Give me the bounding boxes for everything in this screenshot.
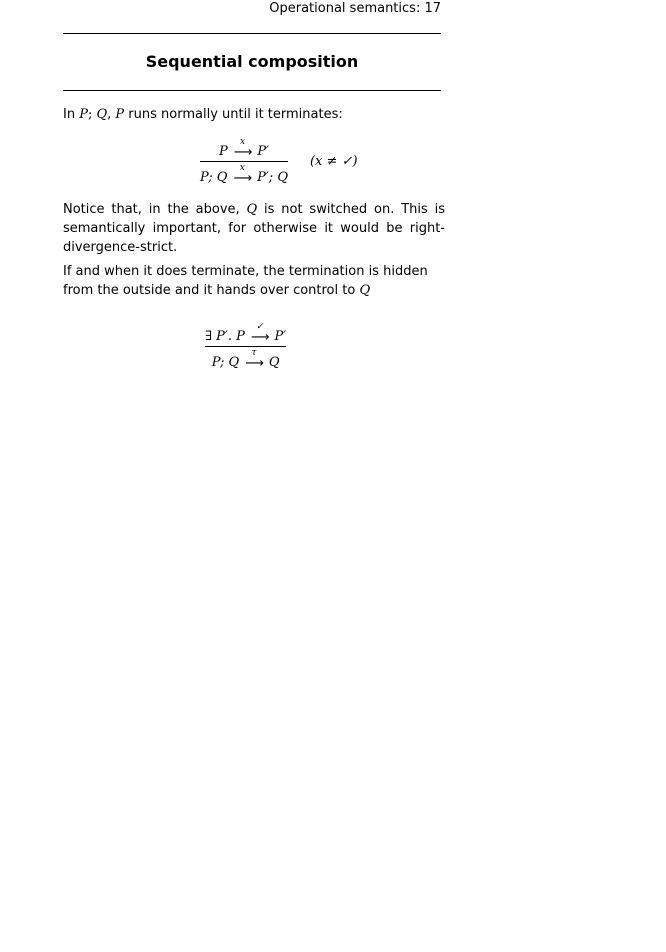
text-segment: Notice that, in the above, [63, 202, 247, 217]
inference-rule-1 [200, 138, 358, 185]
transition-arrow [245, 349, 263, 370]
rule-1-fraction [200, 138, 288, 185]
fraction-bar [200, 161, 288, 162]
arrow-label: x [239, 163, 245, 173]
bottom-rule [63, 90, 441, 91]
fraction-bar [205, 346, 286, 347]
math-Q: Q [96, 107, 108, 122]
rule-2-premise [205, 323, 286, 344]
top-rule [63, 33, 441, 34]
text-segment: is not switched on. This is semantically important, for otherwise it would be right-divergence-strict. [63, 202, 445, 255]
math-semicolon: ; [87, 107, 97, 122]
conclusion-left: P; Q [200, 170, 228, 185]
premise-left: ∃ P′. P [205, 329, 245, 344]
text-segment: In [63, 107, 80, 122]
rule-2-conclusion [212, 349, 280, 370]
paragraph-notice [63, 200, 445, 257]
text-segment: If and when it does terminate, the termination is hidden from the outside and it hands over control to [63, 264, 428, 298]
premise-right: P′ [257, 144, 270, 159]
conclusion-right: P′; Q [257, 170, 288, 185]
rule-2-fraction [205, 323, 286, 370]
right-arrow-icon: ⟶ [233, 171, 252, 186]
transition-arrow [234, 138, 252, 159]
premise-left: P [218, 144, 228, 159]
math-P: P [115, 107, 125, 122]
transition-arrow [233, 164, 251, 185]
conclusion-right: Q [268, 355, 280, 370]
paragraph-termination [63, 262, 445, 300]
conclusion-left: P; Q [211, 355, 240, 370]
text-segment: runs normally until it terminates: [124, 107, 343, 122]
right-arrow-icon: ⟶ [245, 356, 263, 371]
paragraph-intro [63, 105, 445, 124]
running-head: Operational semantics: 17 [269, 1, 441, 16]
rule-1-conclusion [200, 164, 288, 185]
premise-right: P′ [274, 329, 287, 344]
math-Q: Q [359, 283, 371, 298]
right-arrow-icon: ⟶ [250, 330, 269, 345]
section-title: Sequential composition [145, 52, 359, 71]
transition-arrow [251, 323, 269, 344]
arrow-label: x [239, 137, 246, 147]
rule-1-premise [219, 138, 269, 159]
side-condition: (x ≠ ✓) [309, 154, 358, 169]
inference-rule-2 [205, 323, 286, 370]
arrow-label: τ [251, 348, 257, 358]
text-segment: , [107, 107, 116, 122]
right-arrow-icon: ⟶ [233, 145, 252, 160]
math-Q: Q [246, 202, 258, 217]
math-P: P [79, 107, 88, 122]
arrow-label: ✓ [255, 322, 264, 332]
